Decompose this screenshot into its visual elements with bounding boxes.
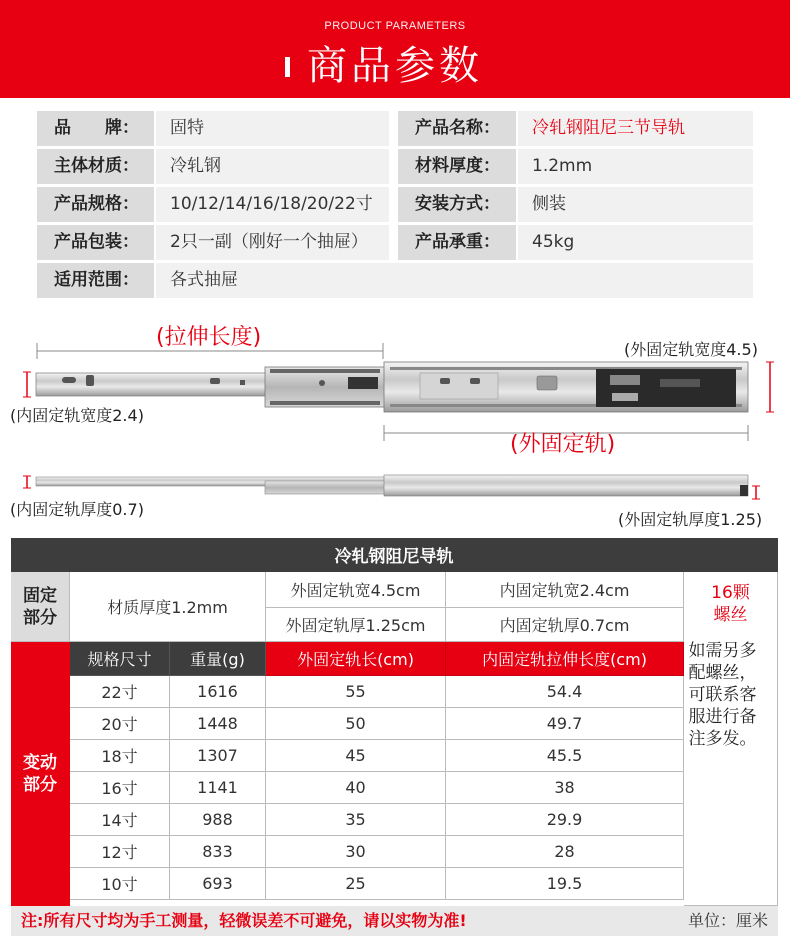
spec-cell: 988	[170, 804, 266, 836]
spec-cell: 45	[266, 740, 446, 772]
param-value: 固特	[156, 111, 389, 146]
param-value: 10/12/14/16/18/20/22寸	[156, 187, 389, 222]
inner-thickness-cell: 内固定轨厚0.7cm	[446, 608, 684, 642]
spec-cell: 50	[266, 708, 446, 740]
param-value: 各式抽屉	[156, 263, 753, 298]
param-row	[37, 149, 753, 184]
fixed-part-label-line1: 固定	[23, 585, 57, 606]
column-header-outer-length: 外固定轨长(cm)	[266, 642, 446, 676]
param-value: 1.2mm	[518, 149, 753, 184]
spec-cell: 55	[266, 676, 446, 708]
spec-cell: 35	[266, 804, 446, 836]
variable-part-label	[11, 642, 70, 906]
inner-rail-width-label: (内固定轨宽度2.4)	[10, 406, 144, 425]
param-label: 适用范围：	[37, 263, 154, 298]
spec-cell: 1616	[170, 676, 266, 708]
spec-cell: 29.9	[446, 804, 684, 836]
screw-extra-note	[689, 640, 773, 750]
param-row	[37, 225, 753, 260]
header-banner	[0, 0, 790, 98]
outer-thickness-cell: 外固定轨厚1.25cm	[266, 608, 446, 642]
param-value: 侧装	[518, 187, 753, 222]
param-label: 产品名称：	[398, 111, 516, 146]
spec-cell: 49.7	[446, 708, 684, 740]
param-value: 45kg	[518, 225, 753, 260]
spec-cell: 40	[266, 772, 446, 804]
spec-cell: 28	[446, 836, 684, 868]
outer-rail-width-label: (外固定轨宽度4.5)	[624, 340, 758, 359]
outer-rail-label: (外固定轨)	[510, 432, 616, 457]
page-title: 商品参数	[307, 43, 483, 89]
param-label: 安装方式：	[398, 187, 516, 222]
header-subtitle: PRODUCT PARAMETERS	[324, 20, 466, 32]
param-label: 产品规格：	[37, 187, 154, 222]
fixed-part-label-line2: 部分	[23, 607, 57, 628]
stretch-length-label: (拉伸长度)	[156, 325, 262, 350]
spec-cell: 30	[266, 836, 446, 868]
inner-width-cell: 内固定轨宽2.4cm	[446, 572, 684, 608]
spec-cell: 20寸	[70, 708, 170, 740]
spec-cell: 1307	[170, 740, 266, 772]
spec-cell: 54.4	[446, 676, 684, 708]
footer-bar	[11, 906, 778, 936]
column-header-size: 规格尺寸	[70, 642, 170, 676]
variable-part-label-line2: 部分	[23, 774, 57, 795]
param-row	[37, 187, 753, 222]
spec-cell: 833	[170, 836, 266, 868]
spec-cell: 25	[266, 868, 446, 900]
column-header-weight: 重量(g)	[170, 642, 266, 676]
spec-cell: 1141	[170, 772, 266, 804]
note-line: 如需另多	[688, 641, 757, 661]
spec-table-title: 冷轧钢阻尼导轨	[11, 538, 778, 572]
spec-cell: 19.5	[446, 868, 684, 900]
spec-cell: 16寸	[70, 772, 170, 804]
column-header-inner-stretch: 内固定轨拉伸长度(cm)	[446, 642, 684, 676]
spec-cell: 38	[446, 772, 684, 804]
param-label: 材料厚度：	[398, 149, 516, 184]
spec-cell: 1448	[170, 708, 266, 740]
spec-cell: 18寸	[70, 740, 170, 772]
spec-cell: 693	[170, 868, 266, 900]
spec-cell: 10寸	[70, 868, 170, 900]
inner-rail-thickness-label: (内固定轨厚度0.7)	[10, 500, 144, 519]
unit-label: 单位：厘米	[687, 911, 768, 930]
screw-count-line1: 16颗	[711, 583, 750, 603]
param-value-product-name: 冷轧钢阻尼三节导轨	[518, 111, 753, 146]
variable-part-label-line1: 变动	[23, 752, 57, 773]
screw-note	[684, 572, 778, 906]
note-line: 注多发。	[688, 729, 757, 749]
outer-rail-thickness-label: (外固定轨厚度1.25)	[618, 510, 763, 529]
fixed-part-label	[11, 572, 70, 642]
note-line: 可联系客	[688, 685, 757, 705]
material-thickness-cell: 材质厚度1.2mm	[70, 572, 266, 642]
param-label: 主体材质：	[37, 149, 154, 184]
spec-cell: 14寸	[70, 804, 170, 836]
spec-cell: 45.5	[446, 740, 684, 772]
spec-cell: 12寸	[70, 836, 170, 868]
rail-diagram	[0, 315, 790, 530]
outer-width-cell: 外固定轨宽4.5cm	[266, 572, 446, 608]
param-label: 产品包装：	[37, 225, 154, 260]
param-label: 品 牌：	[37, 111, 154, 146]
spec-cell: 22寸	[70, 676, 170, 708]
measurement-disclaimer: 注:所有尺寸均为手工测量，轻微误差不可避免，请以实物为准!	[21, 911, 467, 930]
param-row	[37, 263, 753, 298]
param-row	[37, 111, 753, 146]
param-label: 产品承重：	[398, 225, 516, 260]
screw-count-line2: 螺丝	[713, 605, 748, 625]
note-line: 配螺丝，	[688, 663, 757, 683]
param-value: 冷轧钢	[156, 149, 389, 184]
note-line: 服进行备	[688, 707, 757, 727]
param-value: 2只一副（刚好一个抽屉）	[156, 225, 389, 260]
